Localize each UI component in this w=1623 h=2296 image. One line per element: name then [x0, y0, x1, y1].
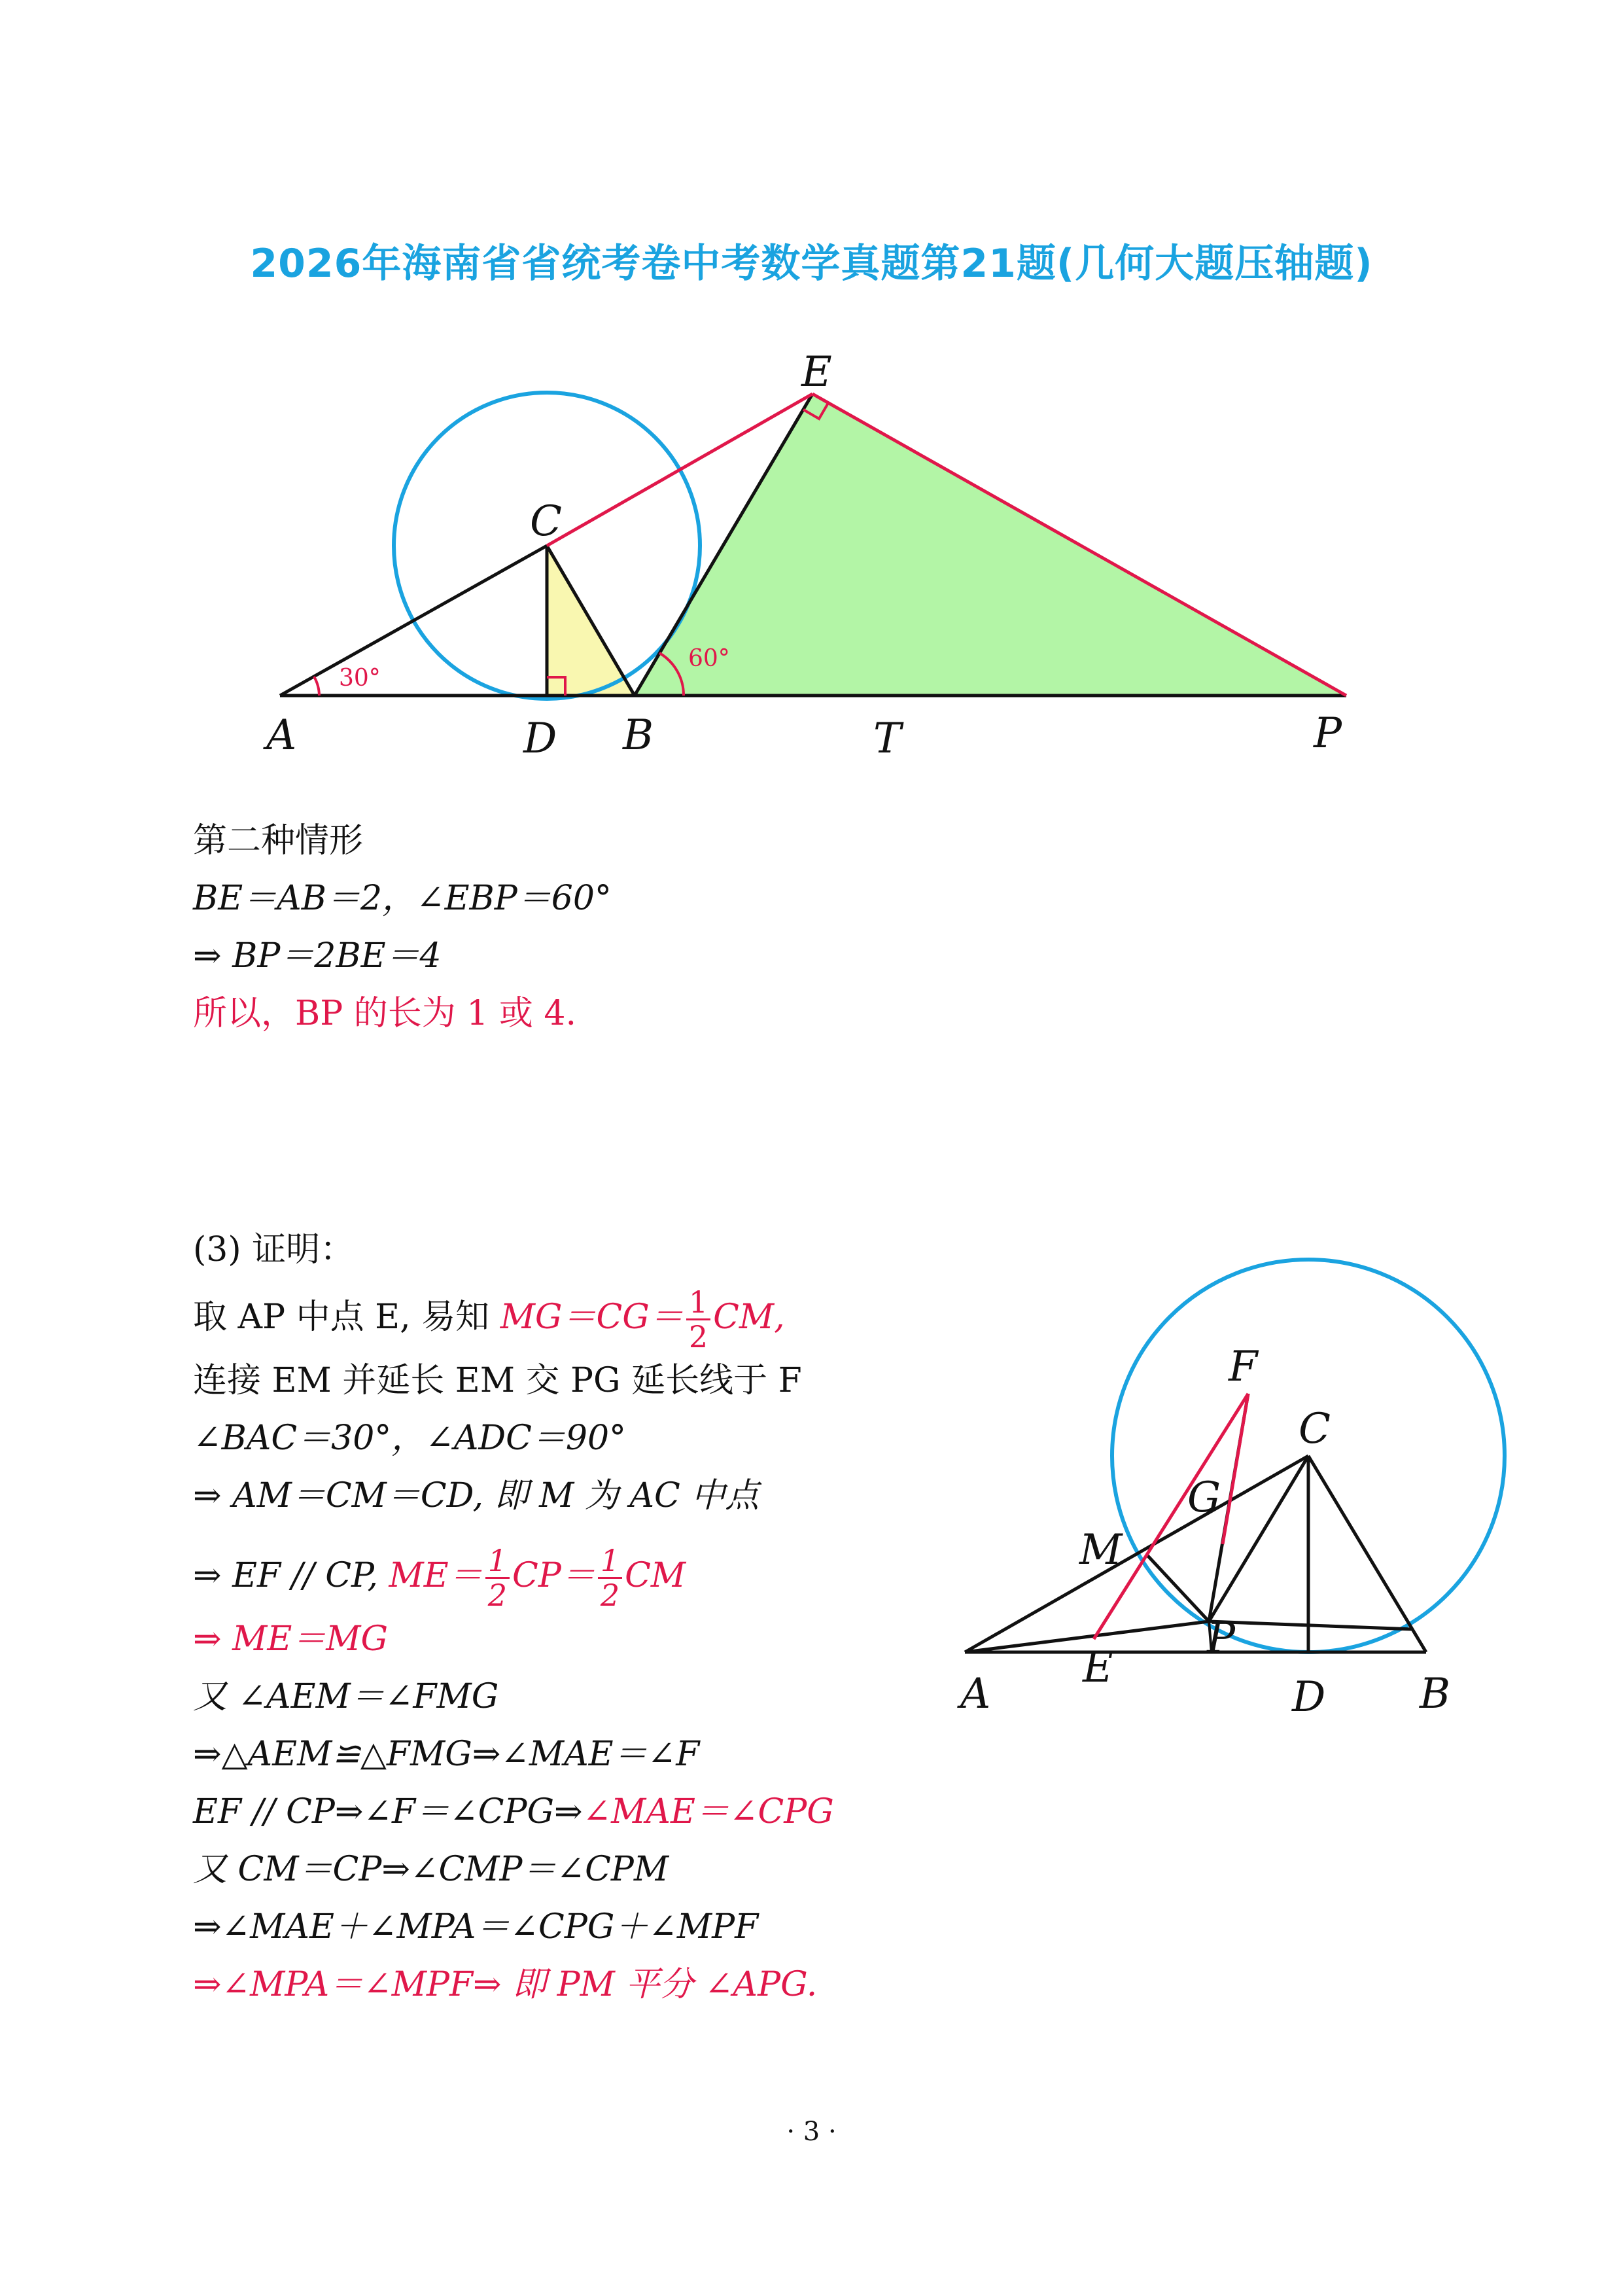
label-c: C — [530, 497, 562, 546]
label2-b: B — [1420, 1670, 1451, 1718]
part3-line-8: ⇒△AEM≌△FMG⇒∠MAE＝∠F — [193, 1735, 700, 1774]
label-e: E — [801, 348, 832, 397]
label2-a: A — [960, 1670, 991, 1718]
part3-heading: (3) 证明： — [193, 1230, 355, 1269]
case2-line-2: ⇒ BP＝2BE＝4 — [193, 936, 442, 976]
part3-line-4: ⇒ AM＝CM＝CD, 即 M 为 AC 中点 — [193, 1476, 759, 1515]
label2-m: M — [1079, 1526, 1123, 1574]
part3-line-5-text: ⇒ EF // CP, — [193, 1556, 389, 1595]
case2-conclusion: 所以，BP 的长为 1 或 4. — [193, 994, 577, 1033]
label-b: B — [623, 711, 654, 760]
label2-p: P — [1207, 1614, 1236, 1663]
fraction-half-3: $\frac{1}{2}$ — [598, 1544, 622, 1612]
part3-line-5-cm: CM — [625, 1556, 686, 1595]
part3-line-1-text: 取 AP 中点 E, 易知 — [193, 1298, 500, 1337]
part3-line-1-cm: CM, — [713, 1298, 785, 1337]
part3-line-10: 又 CM＝CP⇒∠CMP＝∠CPM — [193, 1850, 669, 1889]
part3-line-1-red: MG＝CG＝ — [500, 1298, 684, 1337]
angle-label-30: 30° — [339, 665, 381, 692]
part3-line-2: 连接 EM 并延长 EM 交 PG 延长线于 F — [193, 1361, 802, 1400]
part3-line-12-a: ⇒∠MPA＝∠MPF⇒ — [193, 1965, 502, 2004]
case2-heading: 第二种情形 — [193, 821, 364, 860]
case2-line-1: BE＝AB＝2，∠EBP＝60° — [193, 879, 612, 918]
label-d: D — [523, 715, 557, 763]
part3-line-5-me: ME＝ — [389, 1556, 483, 1595]
part3-line-5-cp: CP＝ — [512, 1556, 595, 1595]
label2-f: F — [1229, 1343, 1258, 1391]
page-title: 2026年海南省省统考卷中考数学真题第21题(几何大题压轴题) — [250, 241, 1373, 287]
segment2-ef — [1094, 1394, 1248, 1639]
label2-d: D — [1292, 1673, 1326, 1722]
part3-line-12-b: 即 PM 平分 ∠APG. — [501, 1965, 818, 2004]
part3-line-9-red: ∠MAE＝∠CPG — [582, 1792, 834, 1831]
label-p: P — [1314, 709, 1342, 758]
label2-c: C — [1299, 1405, 1331, 1453]
part3-line-11: ⇒∠MAE＋∠MPA＝∠CPG＋∠MPF — [193, 1907, 759, 1947]
segment2-pb — [1209, 1621, 1413, 1629]
label-t: T — [873, 715, 901, 763]
angle-label-60: 60° — [688, 645, 730, 672]
part3-line-6: ⇒ ME＝MG — [193, 1619, 389, 1659]
page-number: · 3 · — [786, 2117, 837, 2147]
segment2-cb — [1308, 1456, 1426, 1652]
label2-e: E — [1083, 1644, 1113, 1692]
fraction-half-2: $\frac{1}{2}$ — [485, 1544, 510, 1612]
part3-line-3: ∠BAC＝30°，∠ADC＝90° — [193, 1419, 627, 1458]
segment2-mp — [1146, 1554, 1209, 1621]
part3-line-9-text: EF // CP⇒∠F＝∠CPG⇒ — [193, 1792, 583, 1831]
label-a: A — [266, 711, 297, 760]
fraction-half-1: $\frac{1}{2}$ — [686, 1286, 710, 1353]
part3-line-7: 又 ∠AEM＝∠FMG — [193, 1677, 499, 1716]
label2-g: G — [1187, 1474, 1221, 1522]
